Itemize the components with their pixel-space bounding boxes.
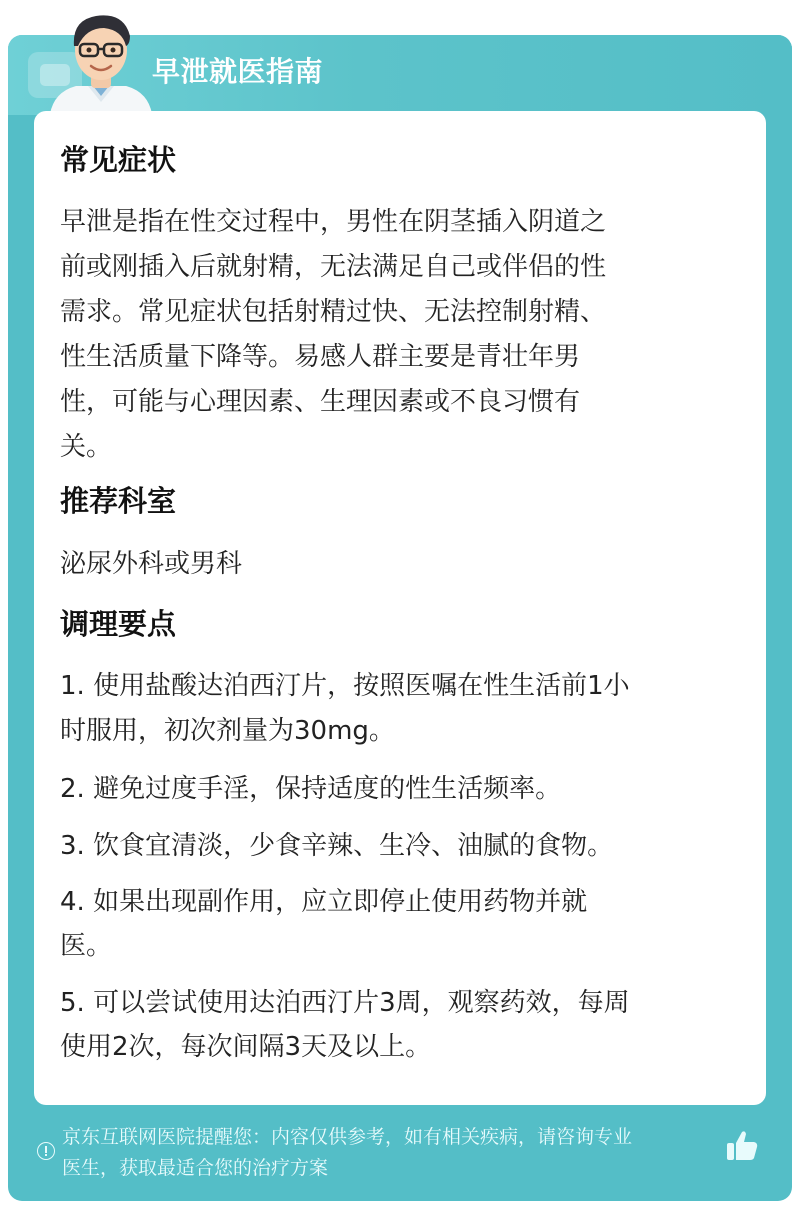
- page-title: 早泄就医指南: [152, 55, 324, 88]
- care-item-5-line-1: 5. 可以尝试使用达泊西汀片3周，观察药效，每周: [60, 988, 630, 1018]
- symptoms-line-4: 性生活质量下降等。易感人群主要是青壮年男: [60, 342, 581, 372]
- department-text: 泌尿外科或男科: [60, 549, 243, 579]
- care-item-1-line-1: 1. 使用盐酸达泊西汀片，按照医嘱在性生活前1小: [60, 671, 630, 701]
- symptoms-line-5: 性，可能与心理因素、生理因素或不良习惯有: [60, 387, 581, 417]
- disclaimer: [62, 1122, 730, 1184]
- info-icon: [37, 1142, 55, 1160]
- care-item-5-line-2: 使用2次，每次间隔3天及以上。: [60, 1032, 432, 1062]
- care-item-1-line-2: 时服用，初次剂量为30mg。: [60, 716, 395, 746]
- symptoms-line-3: 需求。常见症状包括射精过快、无法控制射精、: [60, 297, 607, 327]
- content-card: [34, 111, 766, 1105]
- care-item-4-line-2: 医。: [60, 931, 113, 961]
- disclaimer-line-1: 京东互联网医院提醒您：内容仅供参考，如有相关疾病，请咨询专业: [62, 1126, 633, 1148]
- care-heading: 调理要点: [60, 607, 177, 641]
- symptoms-heading: 常见症状: [60, 143, 177, 177]
- disclaimer-line-2: 医生，获取最适合您的治疗方案: [62, 1157, 329, 1179]
- thumbs-up-icon[interactable]: [724, 1128, 760, 1164]
- symptoms-line-1: 早泄是指在性交过程中，男性在阴茎插入阴道之: [60, 207, 607, 237]
- department-heading: 推荐科室: [60, 484, 177, 518]
- care-item-4-line-1: 4. 如果出现副作用，应立即停止使用药物并就: [60, 887, 588, 917]
- symptoms-line-2: 前或刚插入后就射精，无法满足自己或伴侣的性: [60, 252, 607, 282]
- care-item-3-line-1: 3. 饮食宜清淡，少食辛辣、生冷、油腻的食物。: [60, 831, 614, 861]
- care-item-2-line-1: 2. 避免过度手淫，保持适度的性生活频率。: [60, 774, 562, 804]
- doctor-avatar-icon: [46, 6, 156, 114]
- symptoms-line-6: 关。: [60, 432, 113, 462]
